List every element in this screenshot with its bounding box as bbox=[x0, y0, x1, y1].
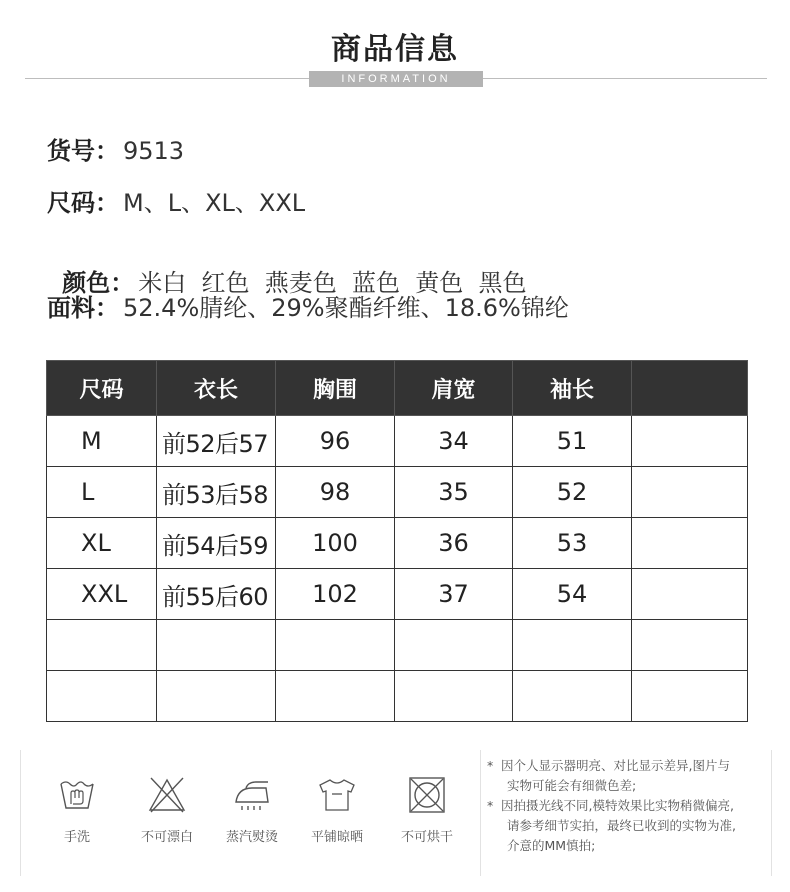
note-text: 介意的MM慎拍; bbox=[507, 838, 596, 853]
table-header-row bbox=[47, 361, 748, 416]
info-value: M、L、XL、XXL bbox=[123, 189, 306, 217]
table-cell: 前53后58 bbox=[157, 467, 276, 518]
table-cell: XL bbox=[47, 518, 157, 569]
table-cell: 前52后57 bbox=[157, 416, 276, 467]
table-cell: 36 bbox=[395, 518, 513, 569]
table-cell: 34 bbox=[395, 416, 513, 467]
table-cell bbox=[47, 620, 157, 671]
table-cell bbox=[395, 620, 513, 671]
dry-flat-icon bbox=[297, 776, 377, 814]
note-text: 实物可能会有细微色差; bbox=[507, 778, 637, 793]
column-header bbox=[632, 361, 748, 416]
table-cell: 54 bbox=[513, 569, 632, 620]
table-row bbox=[47, 620, 748, 671]
table-cell: 53 bbox=[513, 518, 632, 569]
table-cell bbox=[47, 671, 157, 722]
care-divider bbox=[480, 750, 481, 876]
table-cell bbox=[513, 671, 632, 722]
table-row bbox=[47, 467, 748, 518]
care-item-dry-flat bbox=[297, 776, 377, 845]
table-cell bbox=[632, 620, 748, 671]
table-cell: M bbox=[47, 416, 157, 467]
column-header: 衣长 bbox=[157, 361, 276, 416]
info-value: 米白 红色 燕麦色 蓝色 黄色 黑色 bbox=[138, 269, 527, 297]
table-cell: 98 bbox=[276, 467, 395, 518]
info-label: 货号： bbox=[47, 137, 119, 165]
page-title: 商品信息 bbox=[331, 32, 459, 67]
column-header: 胸围 bbox=[276, 361, 395, 416]
steam-iron-icon bbox=[212, 776, 292, 814]
info-label: 尺码： bbox=[47, 189, 119, 217]
info-label: 面料： bbox=[47, 294, 119, 322]
table-cell: 前55后60 bbox=[157, 569, 276, 620]
info-value: 9513 bbox=[123, 137, 185, 165]
care-label: 不可烘干 bbox=[400, 830, 453, 845]
table-cell bbox=[632, 671, 748, 722]
table-cell bbox=[276, 671, 395, 722]
table-cell: 前54后59 bbox=[157, 518, 276, 569]
table-cell: 51 bbox=[513, 416, 632, 467]
note-bullet: * bbox=[487, 758, 494, 773]
no-tumble-dry-icon bbox=[387, 776, 467, 814]
table-cell bbox=[632, 416, 748, 467]
info-item-number bbox=[47, 131, 184, 166]
table-cell bbox=[632, 569, 748, 620]
care-label: 平铺晾晒 bbox=[310, 830, 363, 845]
column-header: 袖长 bbox=[513, 361, 632, 416]
table-cell: 100 bbox=[276, 518, 395, 569]
note-bullet: * bbox=[487, 798, 494, 813]
table-cell: 37 bbox=[395, 569, 513, 620]
info-item-fabric bbox=[47, 288, 569, 323]
hand-wash-icon bbox=[37, 776, 117, 814]
table-cell bbox=[157, 620, 276, 671]
table-cell bbox=[632, 518, 748, 569]
table-row bbox=[47, 416, 748, 467]
care-item-hand-wash bbox=[37, 776, 117, 845]
table-row bbox=[47, 671, 748, 722]
table-cell bbox=[632, 467, 748, 518]
info-label: 颜色： bbox=[62, 269, 135, 297]
note-text: 请参考细节实拍，最终已收到的实物为准, bbox=[507, 818, 736, 833]
care-note bbox=[487, 796, 767, 856]
table-cell bbox=[157, 671, 276, 722]
column-header: 尺码 bbox=[47, 361, 157, 416]
table-row bbox=[47, 569, 748, 620]
table-cell: 52 bbox=[513, 467, 632, 518]
table-cell: 102 bbox=[276, 569, 395, 620]
note-text: 因个人显示器明亮、对比显示差异,图片与 bbox=[501, 758, 730, 773]
care-label: 手洗 bbox=[63, 830, 90, 845]
page-subtitle: INFORMATION bbox=[309, 71, 483, 87]
care-instructions bbox=[20, 750, 772, 876]
care-label: 不可漂白 bbox=[140, 830, 193, 845]
table-cell: XXL bbox=[47, 569, 157, 620]
care-item-steam-iron bbox=[212, 776, 292, 845]
care-note bbox=[487, 756, 767, 796]
table-cell bbox=[395, 671, 513, 722]
table-cell bbox=[513, 620, 632, 671]
column-header: 肩宽 bbox=[395, 361, 513, 416]
care-item-no-tumble-dry bbox=[387, 776, 467, 845]
table-cell: 35 bbox=[395, 467, 513, 518]
info-value: 52.4%腈纶、29%聚酯纤维、18.6%锦纶 bbox=[123, 294, 569, 322]
no-bleach-icon bbox=[127, 776, 207, 814]
table-row bbox=[47, 518, 748, 569]
size-table bbox=[46, 360, 748, 722]
care-label: 蒸汽熨烫 bbox=[225, 830, 278, 845]
table-cell bbox=[276, 620, 395, 671]
info-item-size bbox=[47, 183, 305, 218]
note-text: 因拍摄光线不同,模特效果比实物稍微偏亮, bbox=[501, 798, 734, 813]
table-cell: 96 bbox=[276, 416, 395, 467]
care-item-no-bleach bbox=[127, 776, 207, 845]
table-cell: L bbox=[47, 467, 157, 518]
